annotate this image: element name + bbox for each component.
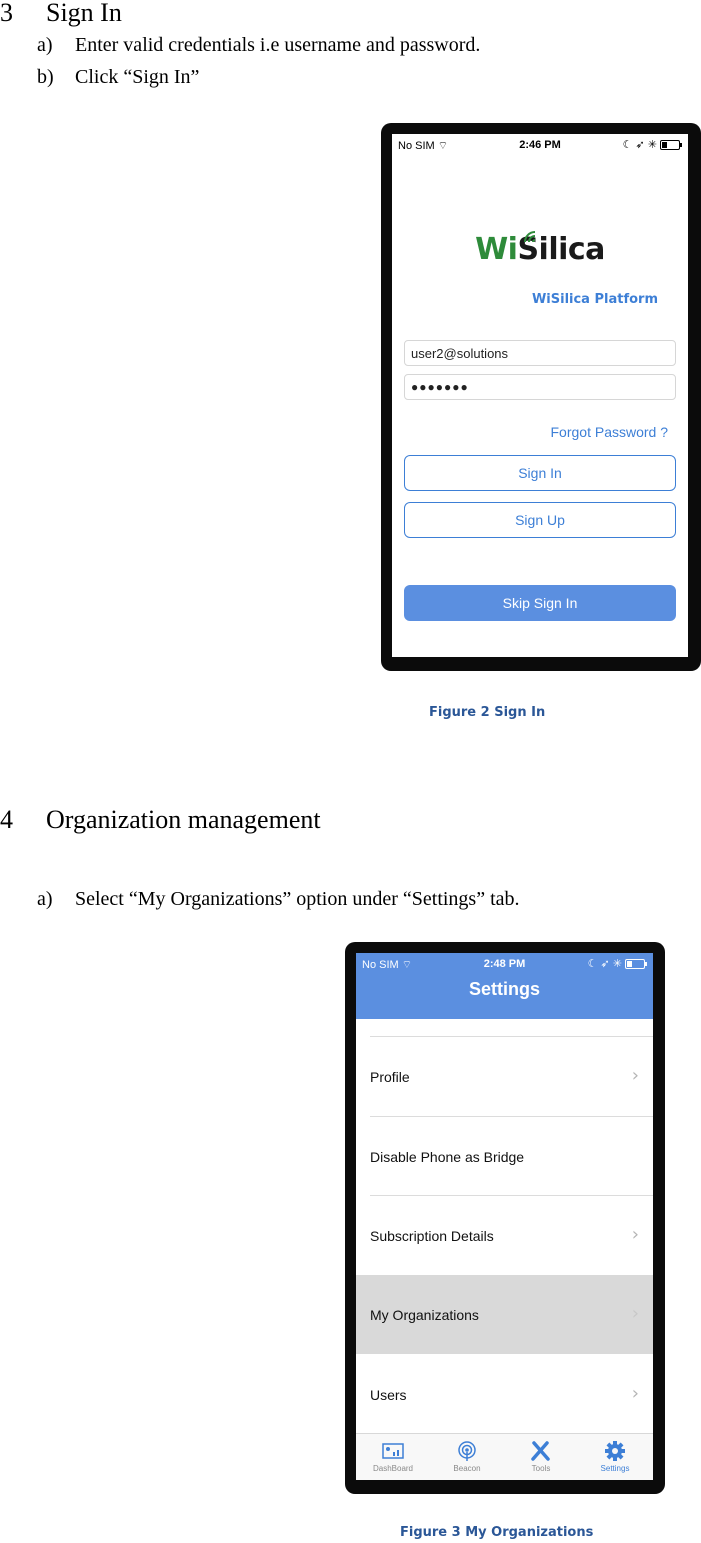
chevron-right-icon: › <box>631 1303 639 1324</box>
battery-icon <box>625 959 645 969</box>
tab-tools[interactable] <box>504 1434 578 1480</box>
section-4-number: 4 <box>0 805 13 834</box>
wifi-icon: ⌔ <box>437 140 449 152</box>
tab-dashboard[interactable] <box>356 1434 430 1480</box>
status-icons: ☾ ➶ ✳ <box>623 138 680 151</box>
settings-screen <box>356 953 653 1480</box>
phone-frame-signin <box>381 123 701 671</box>
page-title: Settings <box>468 979 540 999</box>
wifi-icon: ⌔ <box>401 959 413 971</box>
dashboard-icon <box>380 1440 406 1462</box>
phone-frame-settings <box>345 942 665 1494</box>
signal-waves-icon <box>523 230 541 244</box>
chevron-right-icon: › <box>631 1224 639 1245</box>
carrier-label: No SIM ⌔ <box>362 959 413 971</box>
chevron-right-icon: › <box>631 1065 639 1086</box>
battery-icon <box>660 140 680 150</box>
settings-navbar <box>356 953 653 1019</box>
chevron-right-icon: › <box>631 1383 639 1404</box>
section-4-title: Organization management <box>46 805 321 834</box>
status-icons: ☾ ➶ ✳ <box>588 957 645 970</box>
tab-label: Settings <box>600 1464 630 1473</box>
forgot-password-link[interactable]: Forgot Password ? <box>550 424 668 440</box>
tab-label: Beacon <box>453 1464 481 1473</box>
row-label: Profile <box>370 1069 410 1085</box>
status-time: 2:46 PM <box>519 139 561 151</box>
status-bar <box>356 953 653 975</box>
figure-3-caption: Figure 3 My Organizations <box>400 1525 594 1540</box>
sign-up-button[interactable]: Sign Up <box>404 502 676 538</box>
platform-label: WiSilica Platform <box>531 292 658 307</box>
figure-2-caption: Figure 2 Sign In <box>429 705 546 720</box>
tab-settings[interactable] <box>578 1434 652 1480</box>
skip-sign-in-button[interactable]: Skip Sign In <box>404 585 676 621</box>
step-3a-marker: a) <box>37 34 53 56</box>
settings-row-profile[interactable] <box>356 1037 653 1116</box>
settings-row-disable-bridge[interactable] <box>356 1117 653 1196</box>
row-label: Users <box>370 1387 407 1403</box>
signin-screen <box>392 134 688 657</box>
wisilica-logo: WiSilica <box>475 232 605 267</box>
section-3-title: Sign In <box>46 0 122 27</box>
step-3a-text: Enter valid credentials i.e username and password. <box>75 34 481 56</box>
gear-icon <box>602 1440 628 1462</box>
beacon-icon <box>454 1440 480 1462</box>
settings-row-users[interactable] <box>356 1355 653 1434</box>
tab-bar <box>356 1433 653 1480</box>
step-3b-text: Click “Sign In” <box>75 66 200 88</box>
tab-beacon[interactable] <box>430 1434 504 1480</box>
tab-label: DashBoard <box>372 1464 414 1473</box>
section-3-number: 3 <box>0 0 13 27</box>
step-3b-marker: b) <box>37 66 54 88</box>
tab-label: Tools <box>531 1464 551 1473</box>
row-label: Disable Phone as Bridge <box>370 1149 525 1165</box>
tools-icon <box>528 1440 554 1462</box>
row-label: Subscription Details <box>370 1228 494 1244</box>
row-label: My Organizations <box>370 1307 479 1323</box>
status-bar <box>392 134 688 156</box>
step-4a-text: Select “My Organizations” option under “Settings” tab. <box>75 888 520 910</box>
username-field[interactable]: user2@solutions <box>404 340 676 366</box>
status-time: 2:48 PM <box>483 958 526 970</box>
settings-row-subscription[interactable] <box>356 1196 653 1275</box>
password-field[interactable]: ●●●●●●● <box>404 374 676 400</box>
carrier-label: No SIM ⌔ <box>398 140 449 152</box>
sign-in-button[interactable]: Sign In <box>404 455 676 491</box>
settings-row-my-organizations[interactable] <box>356 1275 653 1354</box>
step-4a-marker: a) <box>37 888 53 910</box>
